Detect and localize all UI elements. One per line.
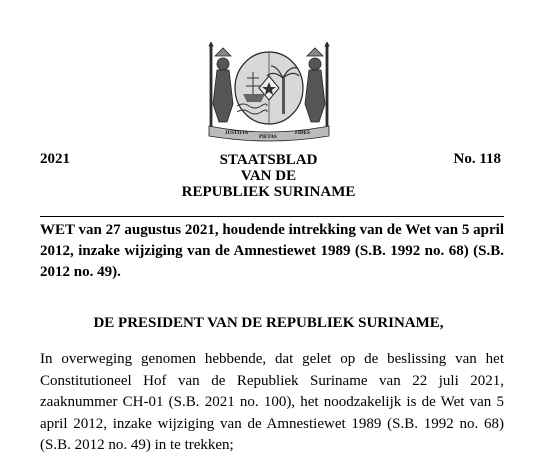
header-line-van-de: VAN DE [240, 168, 297, 184]
header-year: 2021 [40, 151, 70, 167]
svg-text:JUSTITIA: JUSTITIA [225, 131, 249, 136]
president-heading: DE PRESIDENT VAN DE REPUBLIEK SURINAME, [93, 315, 444, 331]
header-line-republiek: REPUBLIEK SURINAME [181, 184, 356, 200]
svg-text:FIDES: FIDES [295, 131, 310, 136]
law-title: WET van 27 augustus 2021, houdende intrekking van de Wet van 5 april 2012, inzake wijziging van de Amnestiewet 1989 (S.B. 1992 no. 68) (S.B. 2012 no. 49). [40, 222, 504, 280]
header-number: No. 118 [453, 151, 501, 167]
coat-of-arms-emblem [207, 42, 331, 142]
header-rule [40, 216, 504, 217]
preamble-paragraph: In overweging genomen hebbende, dat gelet op de beslissing van het Constitutioneel Hof van de Republiek Suriname van 22 juli 2021, zaaknummer CH-01 (S.B. 2021 no. 100), het noodzakelijk is de Wet van 5 april 2012, inzake wijziging van de Amnestiewet 1989 (S.B. 1992 no. 68) (S.B. 2012 no. 49) in te trekken; [40, 351, 504, 453]
header-line-staatsblad: STAATSBLAD [219, 152, 318, 168]
svg-text:PIETAS: PIETAS [259, 135, 277, 140]
